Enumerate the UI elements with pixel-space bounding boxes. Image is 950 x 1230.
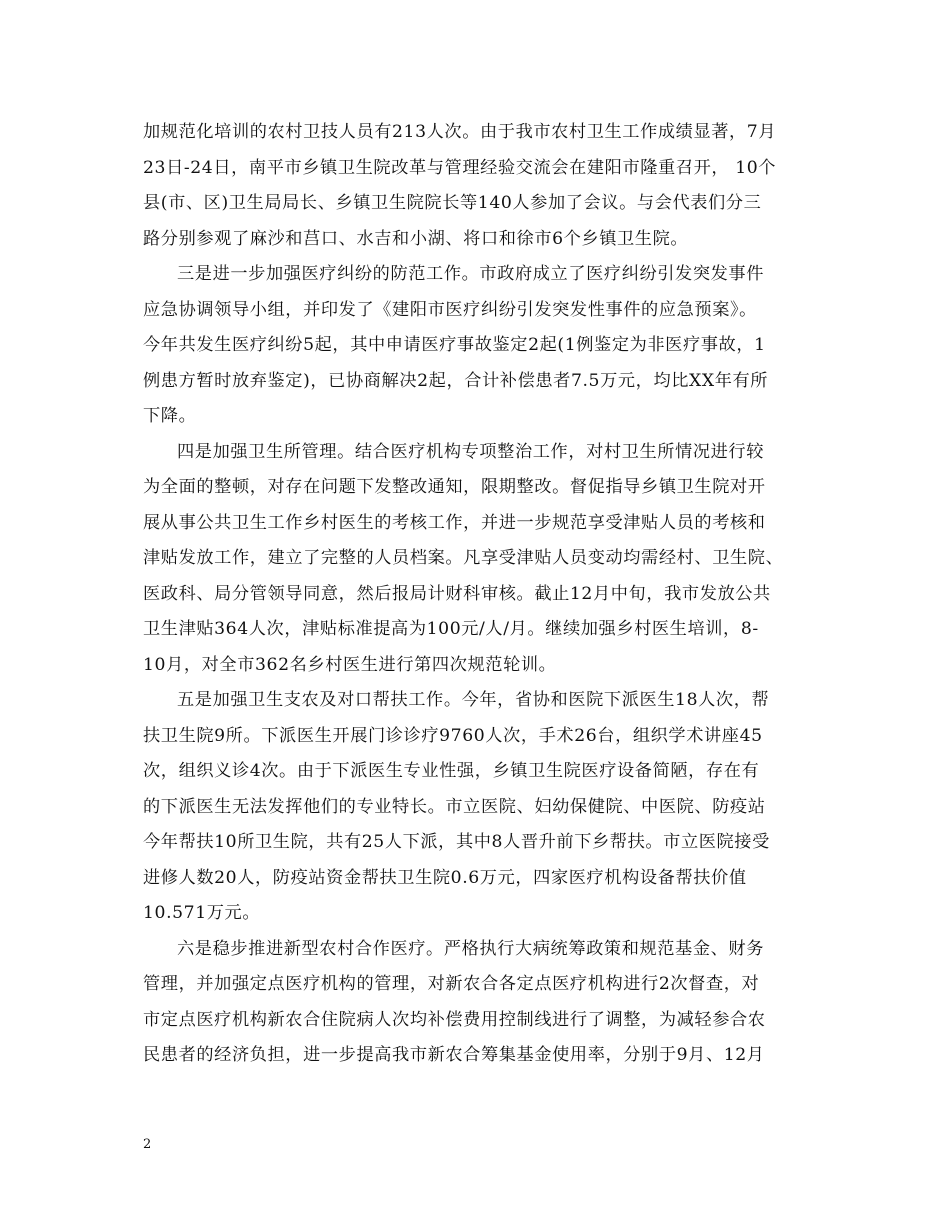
page-number: 2 [143,1137,152,1152]
text-line: 进修人数20人，防疫站资金帮扶卫生院0.6万元，四家医疗机构设备帮扶价值 [143,867,747,888]
text-line: 次，组织义诊4次。由于下派医生专业性强，乡镇卫生院医疗设备简陋，存在有 [143,761,760,781]
text-line: 六是稳步推进新型农村合作医疗。严格执行大病统筹政策和规范基金、财务 [177,938,764,959]
text-line: 扶卫生院9所。下派医生开展门诊诊疗9760人次，手术26台，组织学术讲座45 [143,725,763,746]
text-line: 五是加强卫生支农及对口帮扶工作。今年，省协和医院下派医生18人次，帮 [177,690,770,710]
text-line: 的下派医生无法发挥他们的专业特长。市立医院、妇幼保健院、中医院、防疫站 [143,796,766,817]
text-line: 应急协调领导小组，并印发了《建阳市医疗纠纷引发突发性事件的应急预案》。 [143,299,757,320]
document-body [143,115,813,1074]
text-line: 加规范化培训的农村卫技人员有213人次。由于我市农村卫生工作成绩显著，7月 [143,122,777,142]
text-line: 为全面的整顿，对存在问题下发整改通知，限期整改。督促指导乡镇卫生院对开 [143,477,766,497]
text-line: 10.571万元。 [143,903,261,923]
text-line: 23日-24日，南平市乡镇卫生院改革与管理经验交流会在建阳市隆重召开， 10个 [143,157,777,178]
text-line: 四是加强卫生所管理。结合医疗机构专项整治工作，对村卫生所情况进行较 [177,441,764,462]
text-line: 10月，对全市362名乡村医生进行第四次规范轮训。 [143,654,557,675]
text-line: 路分别参观了麻沙和莒口、水吉和小湖、将口和徐市6个乡镇卫生院。 [143,228,689,249]
text-line: 三是进一步加强医疗纠纷的防范工作。市政府成立了医疗纠纷引发突发事件 [177,264,764,284]
text-line: 例患方暂时放弃鉴定)，已协商解决2起，合计补偿患者7.5万元，均比XX年有所 [143,370,769,391]
text-line: 今年共发生医疗纠纷5起，其中申请医疗事故鉴定2起(1例鉴定为非医疗事故，1 [143,335,766,355]
text-line: 管理，并加强定点医疗机构的管理，对新农合各定点医疗机构进行2次督查，对 [143,974,760,994]
text-line: 医政科、局分管领导同意，然后报局计财科审核。截止12月中旬，我市发放公共 [143,583,771,604]
text-line: 市定点医疗机构新农合住院病人次均补偿费用控制线进行了调整，为减轻参合农 [143,1009,766,1030]
text-line: 展从事公共卫生工作乡村医生的考核工作，并进一步规范享受津贴人员的考核和 [143,512,766,533]
text-line: 县(市、区)卫生局局长、乡镇卫生院院长等140人参加了会议。与会代表们分三 [143,193,762,213]
text-line: 下降。 [143,406,197,426]
text-line: 津贴发放工作，建立了完整的人员档案。凡享受津贴人员变动均需经村、卫生院、 [143,548,784,568]
text-line: 今年帮扶10所卫生院，共有25人下派，其中8人晋升前下乡帮扶。市立医院接受 [143,832,770,852]
text-line: 卫生津贴364人次，津贴标准提高为100元/人/月。继续加强乡村医生培训，8- [143,619,759,639]
text-line: 民患者的经济负担，进一步提高我市新农合筹集基金使用率，分别于9月、12月 [143,1045,765,1065]
